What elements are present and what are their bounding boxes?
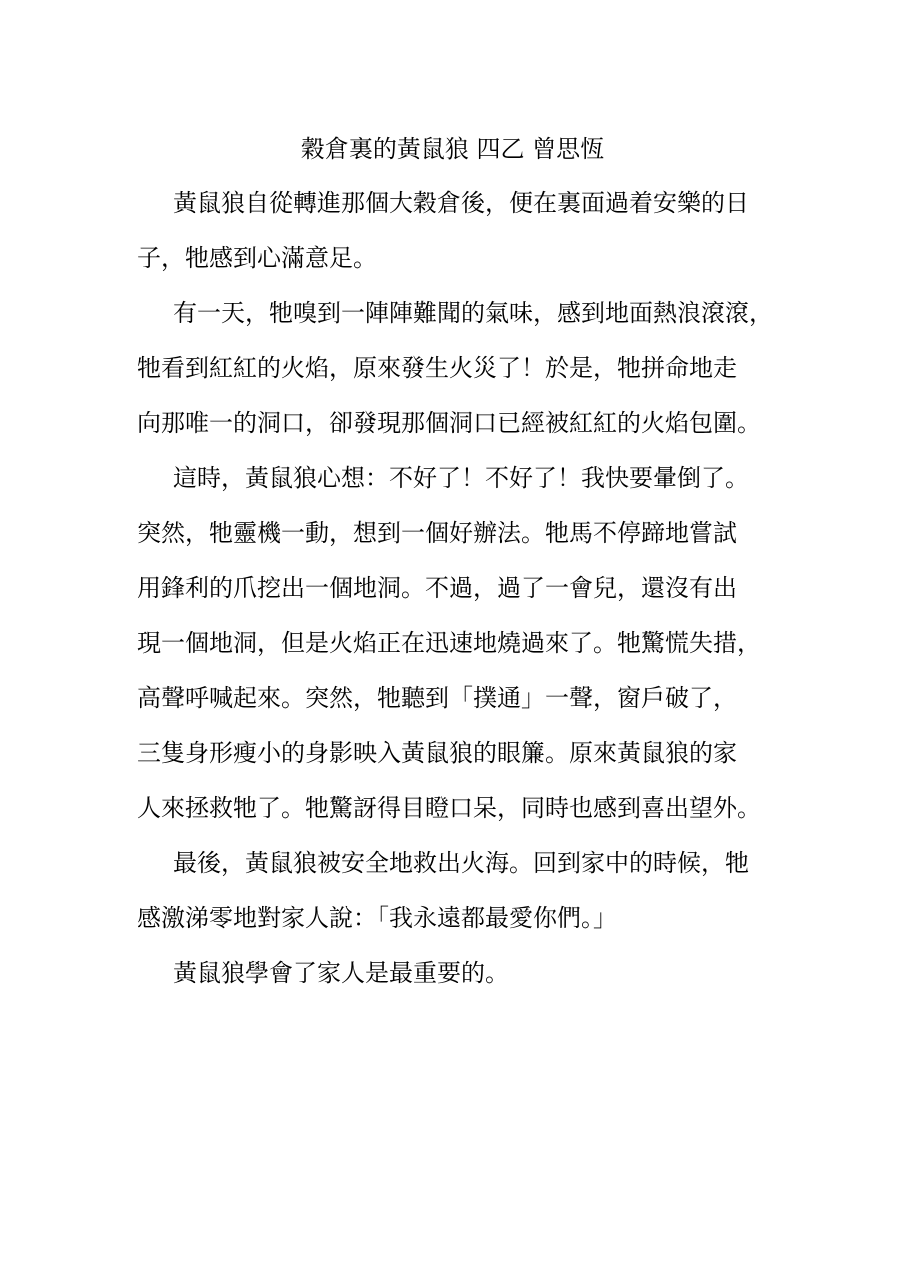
paragraph-3-line-7: 人來拯救牠了。牠驚訝得目瞪口呆，同時也感到喜出望外。: [137, 794, 761, 822]
document-title: 穀倉裏的黃鼠狼 四乙 曾思恆: [300, 135, 605, 163]
paragraph-3-line-3: 用鋒利的爪挖出一個地洞。不過，過了一會兒，還沒有出: [137, 574, 737, 602]
paragraph-4-line-2: 感激涕零地對家人說：「我永遠都最愛你們。」: [137, 904, 617, 932]
paragraph-2-line-3: 向那唯一的洞口，卻發現那個洞口已經被紅紅的火焰包圍。: [137, 409, 761, 437]
paragraph-3-line-1: 這時，黃鼠狼心想：不好了！不好了！我快要暈倒了。: [173, 464, 749, 492]
paragraph-2-line-2: 牠看到紅紅的火焰，原來發生火災了！於是，牠拼命地走: [137, 354, 737, 382]
paragraph-4-line-1: 最後，黃鼠狼被安全地救出火海。回到家中的時候，牠: [173, 849, 749, 877]
paragraph-1-line-1: 黃鼠狼自從轉進那個大穀倉後，便在裏面過着安樂的日: [173, 189, 749, 217]
paragraph-3-line-5: 高聲呼喊起來。突然，牠聽到「撲通」一聲，窗戶破了，: [137, 684, 737, 712]
paragraph-3-line-4: 現一個地洞，但是火焰正在迅速地燒過來了。牠驚慌失措，: [137, 629, 761, 657]
paragraph-3-line-6: 三隻身形瘦小的身影映入黃鼠狼的眼簾。原來黃鼠狼的家: [137, 739, 737, 767]
paragraph-5-line-1: 黃鼠狼學會了家人是最重要的。: [173, 959, 509, 987]
paragraph-3-line-2: 突然，牠靈機一動，想到一個好辦法。牠馬不停蹄地嘗試: [137, 519, 737, 547]
paragraph-2-line-1: 有一天，牠嗅到一陣陣難聞的氣味，感到地面熱浪滾滾，: [173, 299, 773, 327]
paragraph-1-line-2: 子，牠感到心滿意足。: [137, 244, 377, 272]
